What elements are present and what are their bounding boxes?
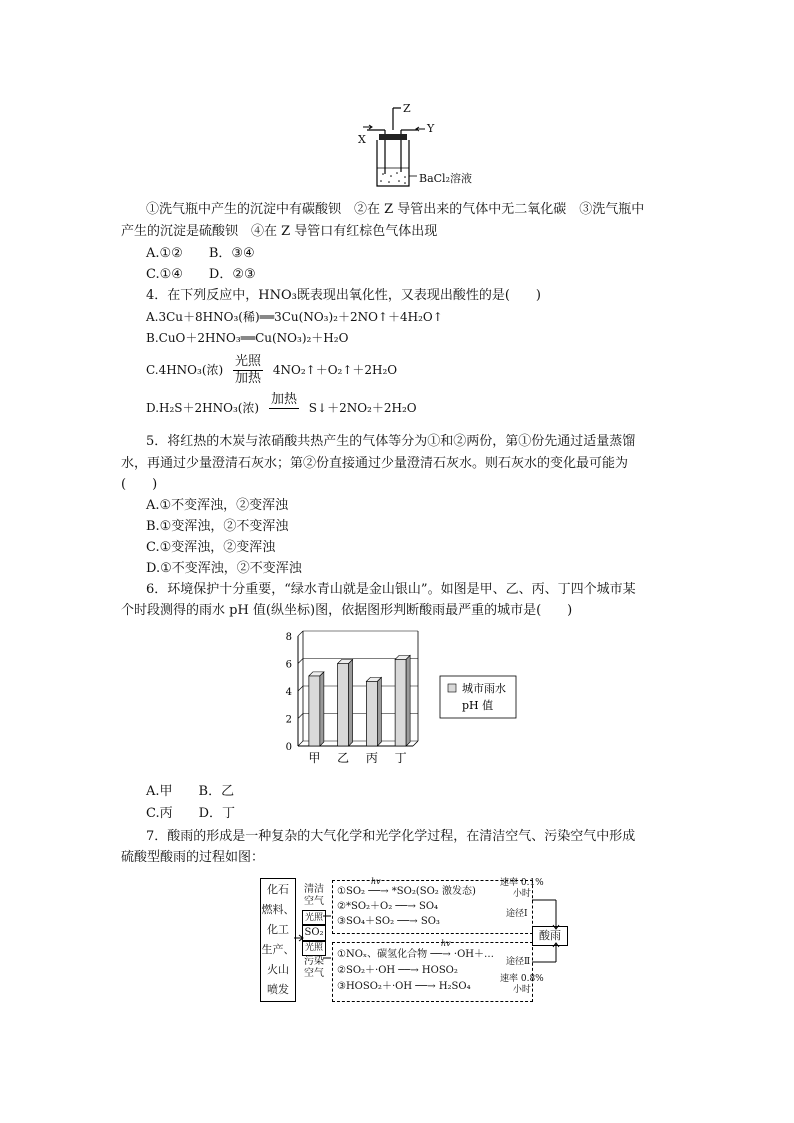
gas-washing-bottle-figure <box>355 100 475 190</box>
y-tick-label: 6 <box>285 659 292 671</box>
rate-2-value: 速率 0.8% <box>500 974 544 984</box>
q4-option-c <box>146 354 397 387</box>
label-y: Y <box>427 122 435 135</box>
light-box-1: 光照 <box>302 910 326 926</box>
ph-bar-chart <box>268 626 518 776</box>
q3-statement-line1: ①洗气瓶中产生的沉淀中有碳酸钡 ②在 Z 导管出来的气体中无二氧化碳 ③洗气瓶中 <box>146 202 645 217</box>
q4-c-condition <box>233 354 263 387</box>
bar-side <box>320 672 324 746</box>
q4-d-right: S↓＋2NO₂＋2H₂O <box>308 401 417 415</box>
q7-stem-line1: 7．酸雨的形成是一种复杂的大气化学和光学化学过程，在清洁空气、污染空气中形成 <box>146 829 636 844</box>
source-line: 火山 <box>267 963 289 976</box>
legend-swatch <box>448 684 456 692</box>
path-2-label: 途径Ⅱ <box>506 957 531 967</box>
legend-label: 城市雨水 <box>462 682 506 695</box>
q5-option-d: D.①不变浑浊，②不变浑浊 <box>146 561 302 576</box>
q3-statement-line2: 产生的沉淀是硫酸钡 ④在 Z 导管口有红棕色气体出现 <box>121 224 438 239</box>
y-tick-label: 8 <box>285 632 292 643</box>
y-tick-label: 4 <box>285 687 292 698</box>
x-tick-label: 乙 <box>337 751 350 765</box>
x-tick-label: 丁 <box>394 751 407 765</box>
hv-label-2: hv <box>441 939 451 948</box>
bar-side <box>406 655 410 746</box>
path-1-label: 途径Ⅰ <box>506 909 528 919</box>
rate-1-value: 速率 0.1% <box>500 878 544 888</box>
q4-d-left: D.H₂S＋2HNO₃(浓) <box>146 401 260 415</box>
q4-option-b: B.CuO＋2HNO₃══Cu(NO₃)₂＋H₂O <box>146 331 349 345</box>
q6-stem-line1: 6．环境保护十分重要，“绿水青山就是金山银山”。如图是甲、乙、丙、丁四个城市某 <box>146 582 636 597</box>
clean-air-text: 清洁 <box>304 884 324 895</box>
q5-option-b: B.①变浑浊，②不变浑浊 <box>146 519 289 534</box>
label-bacl2: BaCl₂溶液 <box>419 172 472 185</box>
label-z: Z <box>403 102 411 115</box>
source-line: 燃料、 <box>261 903 295 916</box>
grid-diagonal <box>298 659 303 664</box>
clean-air-label <box>304 884 324 908</box>
q5-stem-line1: 5．将红热的木炭与浓硝酸共热产生的气体等分为①和②两份，第①份先通过适量蒸馏 <box>146 434 636 449</box>
grid-diagonal <box>298 741 303 746</box>
hv-label-1: hv <box>371 877 381 886</box>
q4-c-right: 4NO₂↑＋O₂↑＋2H₂O <box>272 363 398 377</box>
acid-rain-box: 酸雨 <box>532 926 568 946</box>
q4-option-d <box>146 392 417 425</box>
x-tick-label: 丙 <box>365 751 378 765</box>
q3-options-cd: C.①④ D．②③ <box>146 267 256 282</box>
polluted-reaction-3: ③HOSO₂＋·OH ──→ H₂SO₄ <box>337 981 471 992</box>
q6-options-ab: A.甲 B．乙 <box>146 784 235 799</box>
x-tick-label: 甲 <box>308 751 321 765</box>
q6-options-cd: C.丙 D．丁 <box>146 806 236 821</box>
floor-edge <box>413 741 418 746</box>
q4-stem: 4．在下列反应中，HNO₃既表现出氧化性，又表现出酸性的是( ) <box>146 288 541 303</box>
q3-options-ab: A.①② B．③④ <box>146 246 255 261</box>
source-line: 化石 <box>267 883 289 896</box>
grid-diagonal <box>298 686 303 691</box>
rate-2 <box>500 974 544 996</box>
so2-box: SO₂ <box>302 924 326 942</box>
q5-option-a: A.①不变浑浊，②变浑浊 <box>146 498 289 513</box>
bar <box>395 659 406 746</box>
q4-c-left: C.4HNO₃(浓) <box>146 363 224 377</box>
q4-c-cond-top: 光照 <box>235 354 262 369</box>
bar <box>309 676 320 746</box>
q4-option-a: A.3Cu＋8HNO₃(稀)══3Cu(NO₃)₂＋2NO↑＋4H₂O↑ <box>146 310 443 324</box>
legend-label: pH 值 <box>462 699 494 712</box>
bar-side <box>349 660 353 747</box>
label-x: X <box>358 133 366 146</box>
source-line: 喷发 <box>267 983 289 996</box>
ph-chart-svg <box>268 626 518 776</box>
light-box-2: 光照 <box>302 940 326 956</box>
q6-stem-line2: 个时段测得的雨水 pH 值(纵坐标)图，依据图形判断酸雨最严重的城市是( ) <box>121 603 573 618</box>
y-tick-label: 2 <box>285 714 292 726</box>
q4-d-cond-top: 加热 <box>270 392 297 407</box>
source-box <box>260 878 296 1002</box>
rate-2-unit: 小时 <box>512 985 531 995</box>
y-tick-label: 0 <box>285 742 292 753</box>
clean-reaction-3: ③SO₄＋SO₂ ──→ SO₃ <box>337 916 440 927</box>
rate-1-unit: 小时 <box>512 889 531 899</box>
clean-reaction-2: ②*SO₂＋O₂ ──→ SO₄ <box>337 901 439 912</box>
q4-c-cond-bot: 加热 <box>235 371 262 386</box>
polluted-reaction-2: ②SO₂＋·OH ──→ HOSO₂ <box>337 965 458 976</box>
q5-option-c: C.①变浑浊，②变浑浊 <box>146 540 276 555</box>
source-line: 生产、 <box>261 943 295 956</box>
bar <box>338 664 349 747</box>
bar-side <box>377 677 381 746</box>
polluted-air-label <box>304 956 324 980</box>
clean-reaction-1: ①SO₂ ──→ *SO₂(SO₂ 激发态) <box>337 886 476 897</box>
grid-diagonal <box>298 714 303 719</box>
q5-stem-line3: ( ) <box>121 477 158 492</box>
source-line: 化工 <box>267 923 289 936</box>
rate-1 <box>500 878 544 900</box>
polluted-air-text: 空气 <box>304 968 324 979</box>
grid-diagonal <box>298 631 303 636</box>
polluted-reaction-1: ①NOₓ、碳氢化合物 ──→ ·OH＋… <box>337 949 495 960</box>
clean-air-text: 空气 <box>304 896 324 907</box>
polluted-air-text: 污染 <box>304 956 324 967</box>
bar <box>366 681 377 746</box>
q5-stem-line2: 水，再通过少量澄清石灰水；第②份直接通过少量澄清石灰水。则石灰水的变化最可能为 <box>121 456 629 471</box>
q7-stem-line2: 硫酸型酸雨的过程如图： <box>121 850 265 865</box>
acid-rain-diagram <box>256 878 576 1008</box>
q4-d-condition <box>269 392 299 425</box>
